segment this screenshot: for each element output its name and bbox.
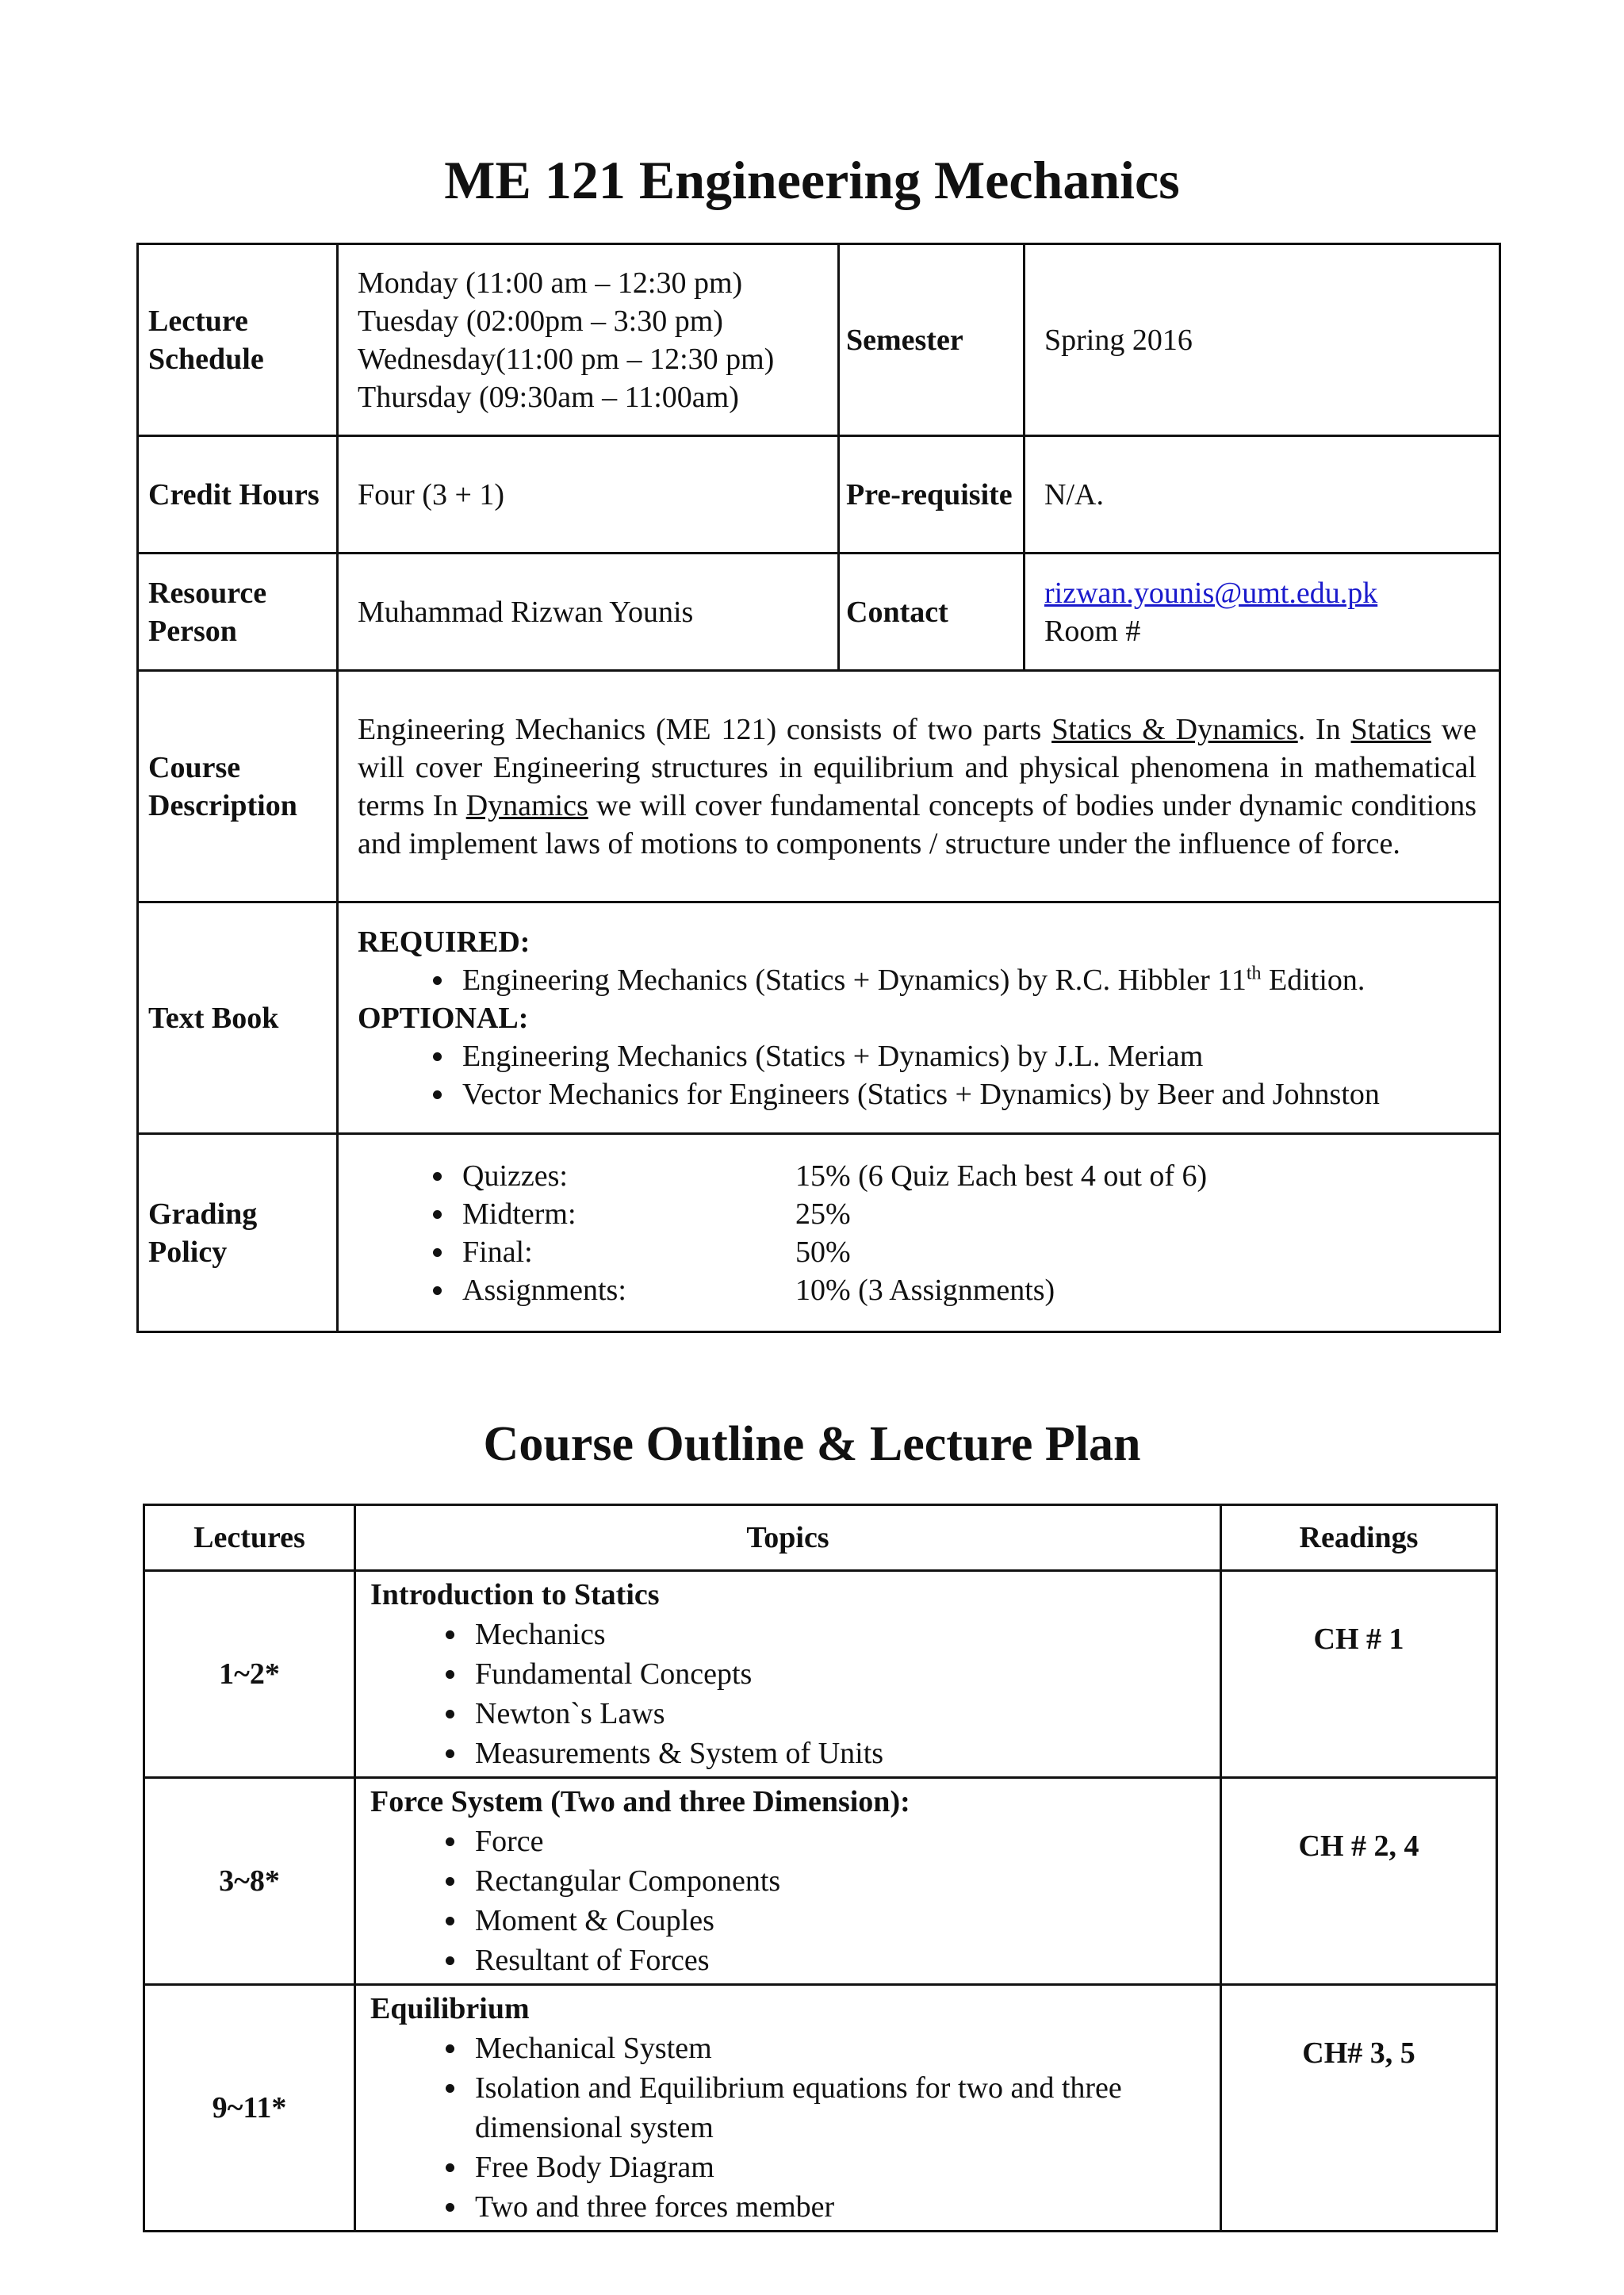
topic-heading: Equilibrium bbox=[370, 1992, 530, 2025]
topic-list bbox=[370, 1822, 1212, 1980]
dynamics-underlined: Dynamics bbox=[465, 788, 588, 822]
outline-title: Course Outline & Lecture Plan bbox=[483, 1417, 1141, 1471]
required-heading: REQUIRED: bbox=[358, 925, 530, 959]
schedule-line: Thursday (09:30am – 11:00am) bbox=[358, 380, 739, 414]
course-outline-table bbox=[143, 1504, 1498, 2232]
contact-email-link[interactable]: rizwan.younis@umt.edu.pk bbox=[1044, 576, 1378, 610]
readings-cell: CH # 2, 4 bbox=[1221, 1778, 1497, 1985]
required-book-edition: Edition. bbox=[1261, 963, 1365, 997]
lectures-header: Lectures bbox=[144, 1505, 355, 1571]
schedule-line: Tuesday (02:00pm – 3:30 pm) bbox=[358, 304, 723, 338]
optional-heading: OPTIONAL: bbox=[358, 1001, 529, 1035]
contact-room: Room # bbox=[1044, 614, 1141, 648]
topic-item: • Mechanics bbox=[469, 1615, 1212, 1654]
outline-row bbox=[144, 1571, 1497, 1778]
optional-book: • Vector Mechanics for Engineers (Statics + Dynamics) by Beer and Johnston bbox=[456, 1075, 1477, 1113]
statics-underlined: Statics bbox=[1350, 712, 1431, 746]
grading-item-value: 25% bbox=[795, 1197, 851, 1231]
grading-item-name: Midterm: bbox=[462, 1197, 576, 1231]
description-label: Course Description bbox=[138, 671, 338, 902]
description-part: we will cover Engineering structures in equilibrium and physical phenomena in mathematical terms In bbox=[358, 712, 1477, 822]
credit-row bbox=[138, 436, 1500, 554]
outline-row bbox=[144, 1985, 1497, 2232]
semester-label: Semester bbox=[839, 244, 1025, 436]
topic-item: • Measurements & System of Units bbox=[469, 1734, 1212, 1773]
resource-row bbox=[138, 554, 1500, 671]
textbook-value bbox=[338, 902, 1500, 1134]
grading-label: Grading Policy bbox=[138, 1134, 338, 1332]
outline-row bbox=[144, 1778, 1497, 1985]
contact-label: Contact bbox=[839, 554, 1025, 671]
readings-cell: CH# 3, 5 bbox=[1221, 1985, 1497, 2232]
topic-item: • Moment & Couples bbox=[469, 1901, 1212, 1941]
optional-book: • Engineering Mechanics (Statics + Dynamics) by J.L. Meriam bbox=[456, 1037, 1477, 1075]
topic-item: • Isolation and Equilibrium equations for two and three dimensional system bbox=[469, 2068, 1212, 2147]
topic-list bbox=[370, 1615, 1212, 1773]
topic-item: • Fundamental Concepts bbox=[469, 1654, 1212, 1694]
grading-item-name: Quizzes: bbox=[462, 1159, 568, 1193]
schedule-line: Wednesday(11:00 pm – 12:30 pm) bbox=[358, 342, 775, 376]
textbook-label: Text Book bbox=[138, 902, 338, 1134]
required-list bbox=[358, 961, 1477, 999]
required-book-title: Engineering Mechanics (Statics + Dynamics) by R.C. Hibbler 11 bbox=[462, 963, 1247, 997]
topic-item: • Mechanical System bbox=[469, 2029, 1212, 2068]
grading-item-value: 50% bbox=[795, 1235, 851, 1269]
topic-cell bbox=[355, 1571, 1221, 1778]
semester-value: Spring 2016 bbox=[1025, 244, 1500, 436]
topic-item: • Two and three forces member bbox=[469, 2187, 1212, 2227]
grading-row bbox=[138, 1134, 1500, 1332]
resource-value: Muhammad Rizwan Younis bbox=[338, 554, 839, 671]
grading-item-value: 15% (6 Quiz Each best 4 out of 6) bbox=[795, 1159, 1208, 1193]
topic-heading: Force System (Two and three Dimension): bbox=[370, 1785, 910, 1818]
grading-item bbox=[456, 1233, 1477, 1271]
grading-value bbox=[338, 1134, 1500, 1332]
grading-item bbox=[456, 1195, 1477, 1233]
lecture-range: 1~2* bbox=[144, 1571, 355, 1778]
description-part: . In bbox=[1297, 712, 1351, 746]
grading-item-name: Final: bbox=[462, 1235, 533, 1269]
topic-item: • Free Body Diagram bbox=[469, 2147, 1212, 2187]
schedule-value bbox=[338, 244, 839, 436]
topic-cell bbox=[355, 1778, 1221, 1985]
topic-heading: Introduction to Statics bbox=[370, 1578, 660, 1611]
resource-label: Resource Person bbox=[138, 554, 338, 671]
grading-item-name: Assignments: bbox=[462, 1273, 626, 1307]
topic-list bbox=[370, 2029, 1212, 2227]
topic-item: • Newton`s Laws bbox=[469, 1694, 1212, 1734]
description-part: Engineering Mechanics (ME 121) consists of two parts bbox=[358, 712, 1052, 746]
edition-superscript: th bbox=[1246, 962, 1262, 983]
required-book bbox=[456, 961, 1477, 999]
lecture-range: 9~11* bbox=[144, 1985, 355, 2232]
course-info-table bbox=[136, 243, 1501, 1333]
schedule-line: Monday (11:00 am – 12:30 pm) bbox=[358, 266, 743, 300]
topic-item: • Rectangular Components bbox=[469, 1861, 1212, 1901]
description-text bbox=[338, 671, 1500, 902]
contact-value bbox=[1025, 554, 1500, 671]
lecture-range: 3~8* bbox=[144, 1778, 355, 1985]
grading-item bbox=[456, 1157, 1477, 1195]
schedule-label: Lecture Schedule bbox=[138, 244, 338, 436]
readings-header: Readings bbox=[1221, 1505, 1497, 1571]
optional-list bbox=[358, 1037, 1477, 1113]
prereq-label: Pre-requisite bbox=[839, 436, 1025, 554]
description-part: we will cover fundamental concepts of bodies under dynamic conditions and implement laws of motions to components / structure under the influence of force. bbox=[358, 788, 1477, 860]
credit-label: Credit Hours bbox=[138, 436, 338, 554]
topic-cell bbox=[355, 1985, 1221, 2232]
topics-header: Topics bbox=[355, 1505, 1221, 1571]
credit-value: Four (3 + 1) bbox=[338, 436, 839, 554]
readings-cell: CH # 1 bbox=[1221, 1571, 1497, 1778]
prereq-value: N/A. bbox=[1025, 436, 1500, 554]
outline-header-row bbox=[144, 1505, 1497, 1571]
grading-item bbox=[456, 1271, 1477, 1309]
grading-list bbox=[358, 1157, 1477, 1309]
description-row bbox=[138, 671, 1500, 902]
grading-item-value: 10% (3 Assignments) bbox=[795, 1273, 1055, 1307]
topic-item: • Force bbox=[469, 1822, 1212, 1861]
document-title: ME 121 Engineering Mechanics bbox=[444, 150, 1180, 210]
schedule-row bbox=[138, 244, 1500, 436]
textbook-row bbox=[138, 902, 1500, 1134]
topic-item: • Resultant of Forces bbox=[469, 1941, 1212, 1980]
statics-dynamics-underlined: Statics & Dynamics bbox=[1051, 712, 1298, 746]
